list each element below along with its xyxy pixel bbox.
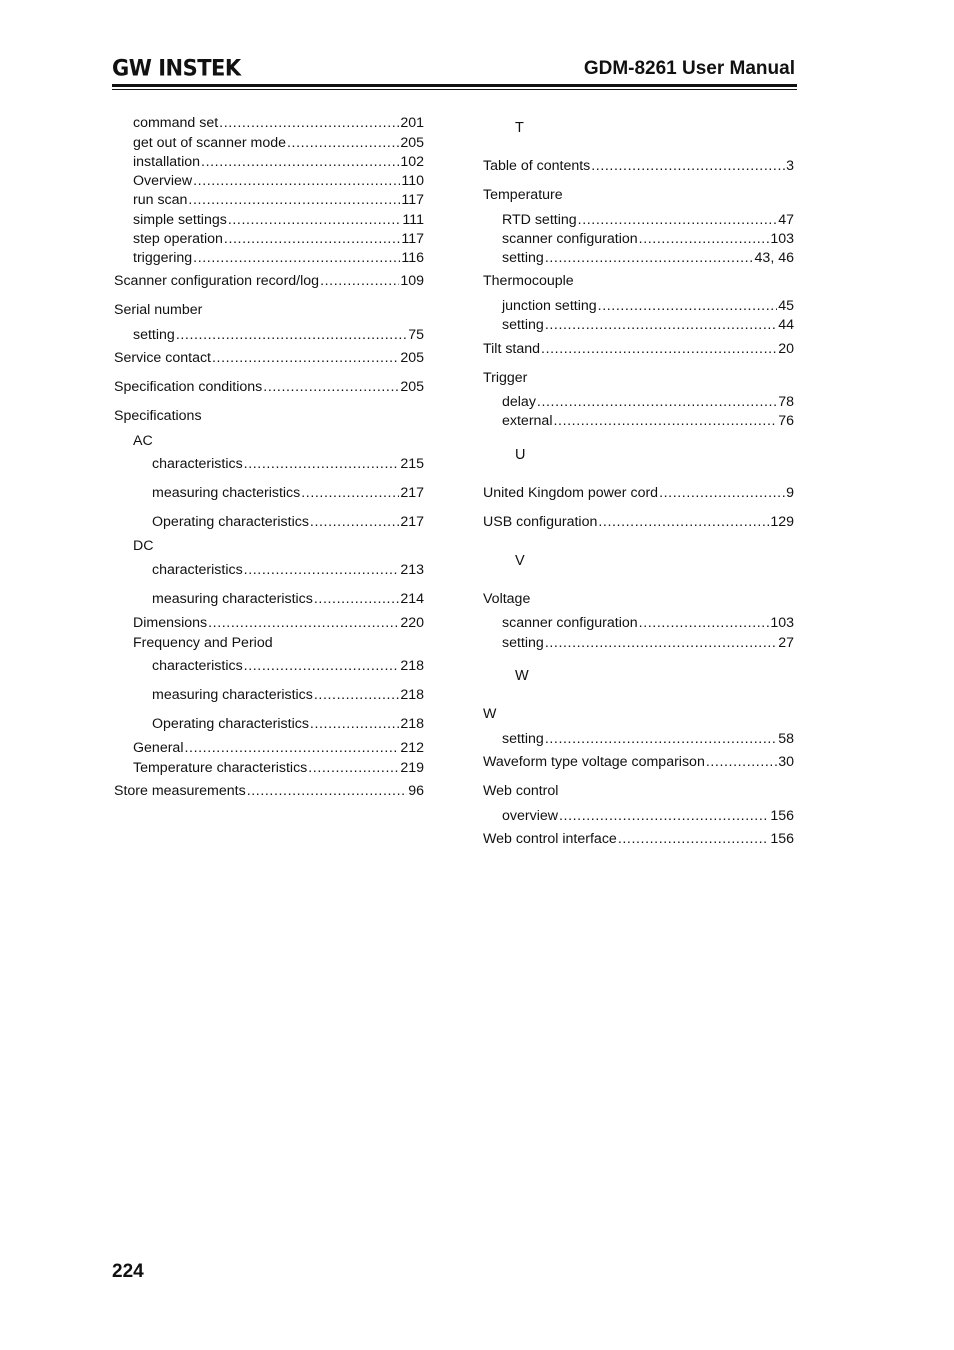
index-entry: external ..... 76 xyxy=(502,412,794,430)
index-entry: Specification conditions ..... 205 xyxy=(114,378,424,396)
index-entry: setting ..... 75 xyxy=(133,326,424,344)
index-entry: Table of contents ..... 3 xyxy=(483,157,794,175)
index-entry: Temperature characteristics ..... 219 xyxy=(133,759,424,777)
index-entry: USB configuration ..... 129 xyxy=(483,513,794,531)
index-entry: step operation ..... 117 xyxy=(133,230,424,248)
index-entry: Dimensions ..... 220 xyxy=(133,614,424,632)
index-subheading: AC xyxy=(133,433,153,449)
index-entry: setting ..... 58 xyxy=(502,730,794,748)
index-entry: Operating characteristics ..... 217 xyxy=(152,513,424,531)
index-entry: delay ..... 78 xyxy=(502,393,794,411)
index-entry: Service contact ..... 205 xyxy=(114,349,424,367)
index-entry: triggering ..... 116 xyxy=(133,249,424,267)
index-heading: Specifications xyxy=(114,408,202,424)
index-entry: run scan ..... 117 xyxy=(133,191,424,209)
index-subheading: DC xyxy=(133,538,154,554)
index-entry: setting ..... 44 xyxy=(502,316,794,334)
index-entry: measuring characteristics ..... 218 xyxy=(152,686,424,704)
index-entry: setting ..... 27 xyxy=(502,634,794,652)
page-number: 224 xyxy=(112,1261,144,1282)
index-heading: Web control xyxy=(483,783,559,799)
index-entry: Store measurements ..... 96 xyxy=(114,782,424,800)
index-entry: installation ..... 102 xyxy=(133,153,424,171)
index-heading: Serial number xyxy=(114,302,203,318)
index-entry: General ..... 212 xyxy=(133,739,424,757)
index-letter: T xyxy=(515,120,524,136)
index-entry: Web control interface ..... 156 xyxy=(483,830,794,848)
index-entry: simple settings ..... 111 xyxy=(133,211,424,229)
index-letter: V xyxy=(515,553,525,569)
index-subheading: Frequency and Period xyxy=(133,635,273,651)
index-entry: Waveform type voltage comparison ..... 30 xyxy=(483,753,794,771)
index-heading: Voltage xyxy=(483,591,531,607)
header-rule xyxy=(112,84,797,87)
index-entry: measuring characteristics ..... 214 xyxy=(152,590,424,608)
header-rule-thin xyxy=(112,89,797,90)
document-title: GDM-8261 User Manual xyxy=(583,58,795,79)
index-entry: junction setting ..... 45 xyxy=(502,297,794,315)
index-heading: W xyxy=(483,706,497,722)
index-entry: RTD setting ..... 47 xyxy=(502,211,794,229)
index-entry: get out of scanner mode ..... 205 xyxy=(133,134,424,152)
index-entry: scanner configuration ..... 103 xyxy=(502,230,794,248)
index-entry: overview ..... 156 xyxy=(502,807,794,825)
index-heading: Thermocouple xyxy=(483,273,574,289)
index-entry: United Kingdom power cord ..... 9 xyxy=(483,484,794,502)
index-heading: Temperature xyxy=(483,187,563,203)
index-entry: Overview ..... 110 xyxy=(133,172,424,190)
index-letter: U xyxy=(515,447,526,463)
index-entry: characteristics ..... 218 xyxy=(152,657,424,675)
index-entry: Tilt stand ..... 20 xyxy=(483,340,794,358)
gw-instek-logo: GW INSTEK xyxy=(112,55,241,81)
index-entry: characteristics ..... 215 xyxy=(152,455,424,473)
index-heading: Trigger xyxy=(483,370,528,386)
index-entry: setting ..... 43, 46 xyxy=(502,249,794,267)
index-letter: W xyxy=(515,668,529,684)
index-entry: command set ..... 201 xyxy=(133,114,424,132)
index-entry: Scanner configuration record/log ..... 109 xyxy=(114,272,424,290)
index-entry: measuring chacteristics ..... 217 xyxy=(152,484,424,502)
index-entry: Operating characteristics ..... 218 xyxy=(152,715,424,733)
index-entry: scanner configuration ..... 103 xyxy=(502,614,794,632)
index-entry: characteristics ..... 213 xyxy=(152,561,424,579)
